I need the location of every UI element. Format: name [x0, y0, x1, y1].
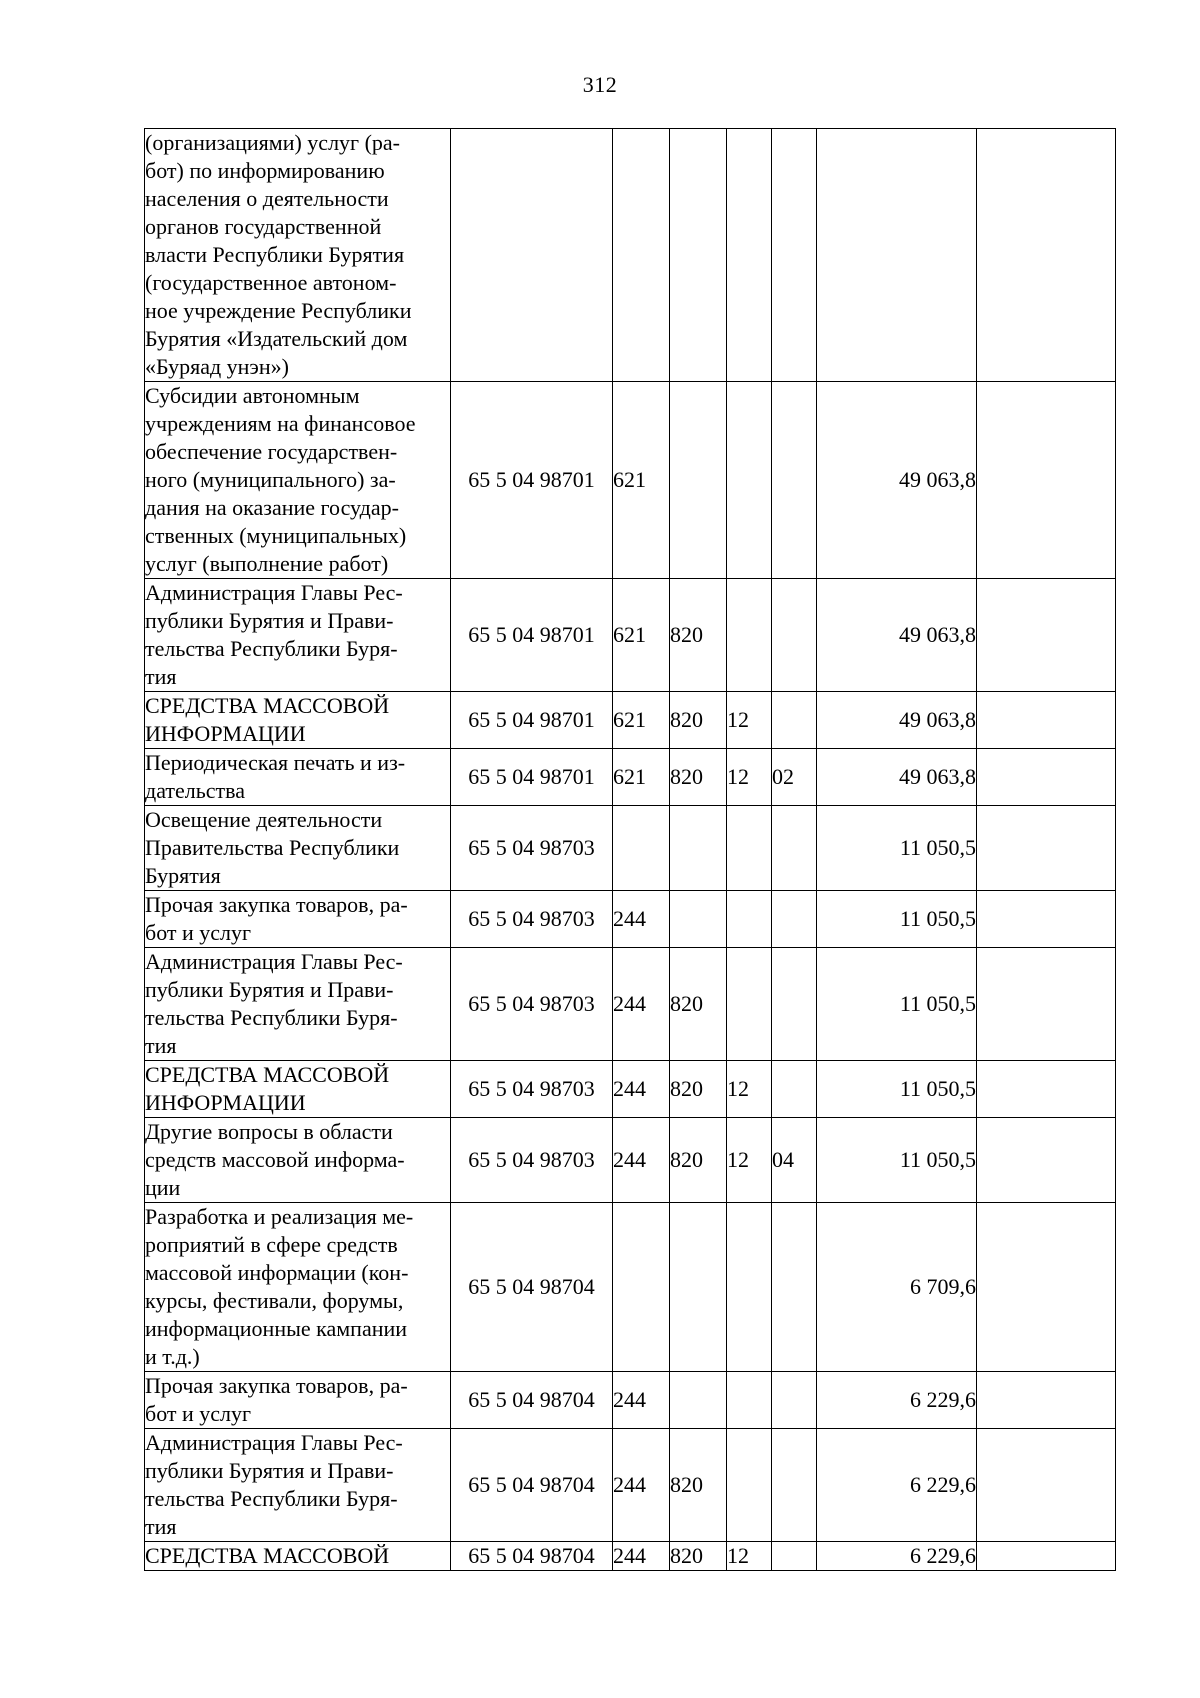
- section-code-cell: [727, 382, 772, 579]
- target-code-cell: [451, 129, 613, 382]
- amount-cell: 6 229,6: [817, 1542, 977, 1571]
- item-name-line: учреждениям на финансовое: [145, 411, 416, 436]
- table-row: [145, 1429, 1116, 1542]
- expense-type-cell: 244: [613, 1118, 670, 1203]
- budget-table-body: [145, 129, 1116, 1571]
- item-name-line: Прочая закупка товаров, ра-: [145, 892, 408, 917]
- empty-cell: [977, 1429, 1116, 1542]
- item-name-line: тельства Республики Буря-: [145, 636, 398, 661]
- table-row: [145, 948, 1116, 1061]
- section-code-cell: 12: [727, 1118, 772, 1203]
- empty-cell: [977, 129, 1116, 382]
- item-name-line: органов государственной: [145, 214, 382, 239]
- item-name-line: «Буряад унэн»): [145, 354, 289, 379]
- expense-type-cell: 244: [613, 1061, 670, 1118]
- target-code-cell: 65 5 04 98704: [451, 1429, 613, 1542]
- item-name-line: публики Бурятия и Прави-: [145, 977, 394, 1002]
- section-code-cell: [727, 806, 772, 891]
- table-row: [145, 806, 1116, 891]
- section-code-cell: [727, 579, 772, 692]
- empty-cell: [977, 1542, 1116, 1571]
- subsection-code-cell: [772, 948, 817, 1061]
- item-name-line: информационные кампании: [145, 1316, 408, 1341]
- section-code-cell: 12: [727, 1542, 772, 1571]
- department-code-cell: 820: [670, 1118, 727, 1203]
- item-name-line: Администрация Главы Рес-: [145, 1430, 403, 1455]
- department-code-cell: 820: [670, 692, 727, 749]
- target-code-cell: 65 5 04 98703: [451, 891, 613, 948]
- section-code-cell: 12: [727, 692, 772, 749]
- item-name-line: Бурятия: [145, 863, 221, 888]
- department-code-cell: [670, 1203, 727, 1372]
- item-name-line: услуг (выполнение работ): [145, 551, 389, 576]
- empty-cell: [977, 1372, 1116, 1429]
- target-code-cell: 65 5 04 98701: [451, 382, 613, 579]
- table-row: [145, 382, 1116, 579]
- item-name-line: дательства: [145, 778, 246, 803]
- empty-cell: [977, 1118, 1116, 1203]
- item-name-cell: [145, 1542, 451, 1571]
- department-code-cell: [670, 806, 727, 891]
- amount-cell: [817, 129, 977, 382]
- amount-cell: 6 229,6: [817, 1372, 977, 1429]
- section-code-cell: [727, 1429, 772, 1542]
- item-name-line: СРЕДСТВА МАССОВОЙ: [145, 1543, 390, 1568]
- subsection-code-cell: [772, 1542, 817, 1571]
- item-name-cell: [145, 382, 451, 579]
- section-code-cell: 12: [727, 749, 772, 806]
- item-name-line: дания на оказание государ-: [145, 495, 399, 520]
- section-code-cell: [727, 891, 772, 948]
- item-name-line: тия: [145, 1033, 177, 1058]
- expense-type-cell: 621: [613, 579, 670, 692]
- expense-type-cell: [613, 129, 670, 382]
- item-name-line: власти Республики Бурятия: [145, 242, 405, 267]
- subsection-code-cell: [772, 806, 817, 891]
- department-code-cell: 820: [670, 948, 727, 1061]
- page-number: 312: [582, 72, 618, 97]
- department-code-cell: 820: [670, 579, 727, 692]
- item-name-cell: [145, 129, 451, 382]
- table-row: [145, 1542, 1116, 1571]
- item-name-line: курсы, фестивали, форумы,: [145, 1288, 404, 1313]
- department-code-cell: 820: [670, 1061, 727, 1118]
- item-name-line: бот и услуг: [145, 1401, 252, 1426]
- amount-cell: 6 229,6: [817, 1429, 977, 1542]
- target-code-cell: 65 5 04 98704: [451, 1203, 613, 1372]
- section-code-cell: [727, 1203, 772, 1372]
- amount-cell: 6 709,6: [817, 1203, 977, 1372]
- table-row: [145, 891, 1116, 948]
- item-name-line: тия: [145, 1514, 177, 1539]
- department-code-cell: [670, 129, 727, 382]
- table-row: [145, 1372, 1116, 1429]
- amount-cell: 49 063,8: [817, 749, 977, 806]
- item-name-cell: [145, 1372, 451, 1429]
- expense-type-cell: [613, 1203, 670, 1372]
- item-name-line: Другие вопросы в области: [145, 1119, 393, 1144]
- subsection-code-cell: [772, 129, 817, 382]
- subsection-code-cell: [772, 1061, 817, 1118]
- item-name-cell: [145, 1429, 451, 1542]
- item-name-cell: [145, 579, 451, 692]
- amount-cell: 11 050,5: [817, 891, 977, 948]
- empty-cell: [977, 1061, 1116, 1118]
- expense-type-cell: 244: [613, 1429, 670, 1542]
- item-name-line: бот) по информированию: [145, 158, 385, 183]
- table-row: [145, 1203, 1116, 1372]
- department-code-cell: [670, 891, 727, 948]
- item-name-line: ИНФОРМАЦИИ: [145, 1090, 306, 1115]
- item-name-cell: [145, 891, 451, 948]
- expense-type-cell: 621: [613, 749, 670, 806]
- subsection-code-cell: [772, 579, 817, 692]
- item-name-line: и т.д.): [145, 1344, 200, 1369]
- table-row: [145, 1061, 1116, 1118]
- subsection-code-cell: [772, 1372, 817, 1429]
- amount-cell: 11 050,5: [817, 806, 977, 891]
- item-name-line: Освещение деятельности: [145, 807, 383, 832]
- amount-cell: 49 063,8: [817, 579, 977, 692]
- subsection-code-cell: [772, 382, 817, 579]
- item-name-line: средств массовой информа-: [145, 1147, 405, 1172]
- item-name-line: роприятий в сфере средств: [145, 1232, 398, 1257]
- item-name-line: тия: [145, 664, 177, 689]
- item-name-cell: [145, 806, 451, 891]
- table-row: [145, 692, 1116, 749]
- section-code-cell: [727, 129, 772, 382]
- expense-type-cell: 244: [613, 1542, 670, 1571]
- item-name-line: (государственное автоном-: [145, 270, 397, 295]
- item-name-line: Субсидии автономным: [145, 383, 360, 408]
- subsection-code-cell: [772, 891, 817, 948]
- amount-cell: 49 063,8: [817, 382, 977, 579]
- subsection-code-cell: 04: [772, 1118, 817, 1203]
- amount-cell: 11 050,5: [817, 948, 977, 1061]
- item-name-cell: [145, 948, 451, 1061]
- item-name-line: тельства Республики Буря-: [145, 1486, 398, 1511]
- department-code-cell: 820: [670, 1429, 727, 1542]
- item-name-line: населения о деятельности: [145, 186, 389, 211]
- item-name-line: ного (муниципального) за-: [145, 467, 396, 492]
- table-row: [145, 1118, 1116, 1203]
- empty-cell: [977, 1203, 1116, 1372]
- section-code-cell: 12: [727, 1061, 772, 1118]
- item-name-line: Прочая закупка товаров, ра-: [145, 1373, 408, 1398]
- department-code-cell: [670, 382, 727, 579]
- item-name-cell: [145, 1061, 451, 1118]
- target-code-cell: 65 5 04 98704: [451, 1542, 613, 1571]
- item-name-line: публики Бурятия и Прави-: [145, 608, 394, 633]
- expense-type-cell: 621: [613, 692, 670, 749]
- subsection-code-cell: [772, 1429, 817, 1542]
- item-name-line: ции: [145, 1175, 181, 1200]
- target-code-cell: 65 5 04 98703: [451, 1061, 613, 1118]
- item-name-line: СРЕДСТВА МАССОВОЙ: [145, 1062, 390, 1087]
- empty-cell: [977, 806, 1116, 891]
- budget-table: [144, 128, 1116, 1571]
- empty-cell: [977, 579, 1116, 692]
- item-name-line: тельства Республики Буря-: [145, 1005, 398, 1030]
- amount-cell: 49 063,8: [817, 692, 977, 749]
- target-code-cell: 65 5 04 98703: [451, 1118, 613, 1203]
- target-code-cell: 65 5 04 98704: [451, 1372, 613, 1429]
- expense-type-cell: 244: [613, 891, 670, 948]
- target-code-cell: 65 5 04 98701: [451, 579, 613, 692]
- target-code-cell: 65 5 04 98703: [451, 806, 613, 891]
- subsection-code-cell: 02: [772, 749, 817, 806]
- expense-type-cell: 244: [613, 948, 670, 1061]
- item-name-line: Периодическая печать и из-: [145, 750, 406, 775]
- section-code-cell: [727, 1372, 772, 1429]
- subsection-code-cell: [772, 692, 817, 749]
- item-name-line: Администрация Главы Рес-: [145, 949, 403, 974]
- item-name-cell: [145, 1203, 451, 1372]
- item-name-cell: [145, 692, 451, 749]
- table-row: [145, 749, 1116, 806]
- table-row: [145, 579, 1116, 692]
- item-name-line: бот и услуг: [145, 920, 252, 945]
- item-name-line: Бурятия «Издательский дом: [145, 326, 408, 351]
- item-name-line: ИНФОРМАЦИИ: [145, 721, 306, 746]
- department-code-cell: [670, 1372, 727, 1429]
- item-name-line: ственных (муниципальных): [145, 523, 407, 548]
- target-code-cell: 65 5 04 98703: [451, 948, 613, 1061]
- target-code-cell: 65 5 04 98701: [451, 692, 613, 749]
- item-name-cell: [145, 749, 451, 806]
- item-name-line: (организациями) услуг (ра-: [145, 130, 400, 155]
- empty-cell: [977, 891, 1116, 948]
- item-name-line: Администрация Главы Рес-: [145, 580, 403, 605]
- item-name-line: Правительства Республики: [145, 835, 400, 860]
- department-code-cell: 820: [670, 1542, 727, 1571]
- item-name-line: массовой информации (кон-: [145, 1260, 409, 1285]
- target-code-cell: 65 5 04 98701: [451, 749, 613, 806]
- item-name-line: СРЕДСТВА МАССОВОЙ: [145, 693, 390, 718]
- empty-cell: [977, 692, 1116, 749]
- amount-cell: 11 050,5: [817, 1118, 977, 1203]
- section-code-cell: [727, 948, 772, 1061]
- expense-type-cell: 621: [613, 382, 670, 579]
- empty-cell: [977, 749, 1116, 806]
- item-name-line: обеспечение государствен-: [145, 439, 398, 464]
- expense-type-cell: 244: [613, 1372, 670, 1429]
- empty-cell: [977, 382, 1116, 579]
- amount-cell: 11 050,5: [817, 1061, 977, 1118]
- department-code-cell: 820: [670, 749, 727, 806]
- subsection-code-cell: [772, 1203, 817, 1372]
- item-name-line: ное учреждение Республики: [145, 298, 412, 323]
- item-name-line: Разработка и реализация ме-: [145, 1204, 414, 1229]
- table-row: [145, 129, 1116, 382]
- item-name-cell: [145, 1118, 451, 1203]
- item-name-line: публики Бурятия и Прави-: [145, 1458, 394, 1483]
- empty-cell: [977, 948, 1116, 1061]
- expense-type-cell: [613, 806, 670, 891]
